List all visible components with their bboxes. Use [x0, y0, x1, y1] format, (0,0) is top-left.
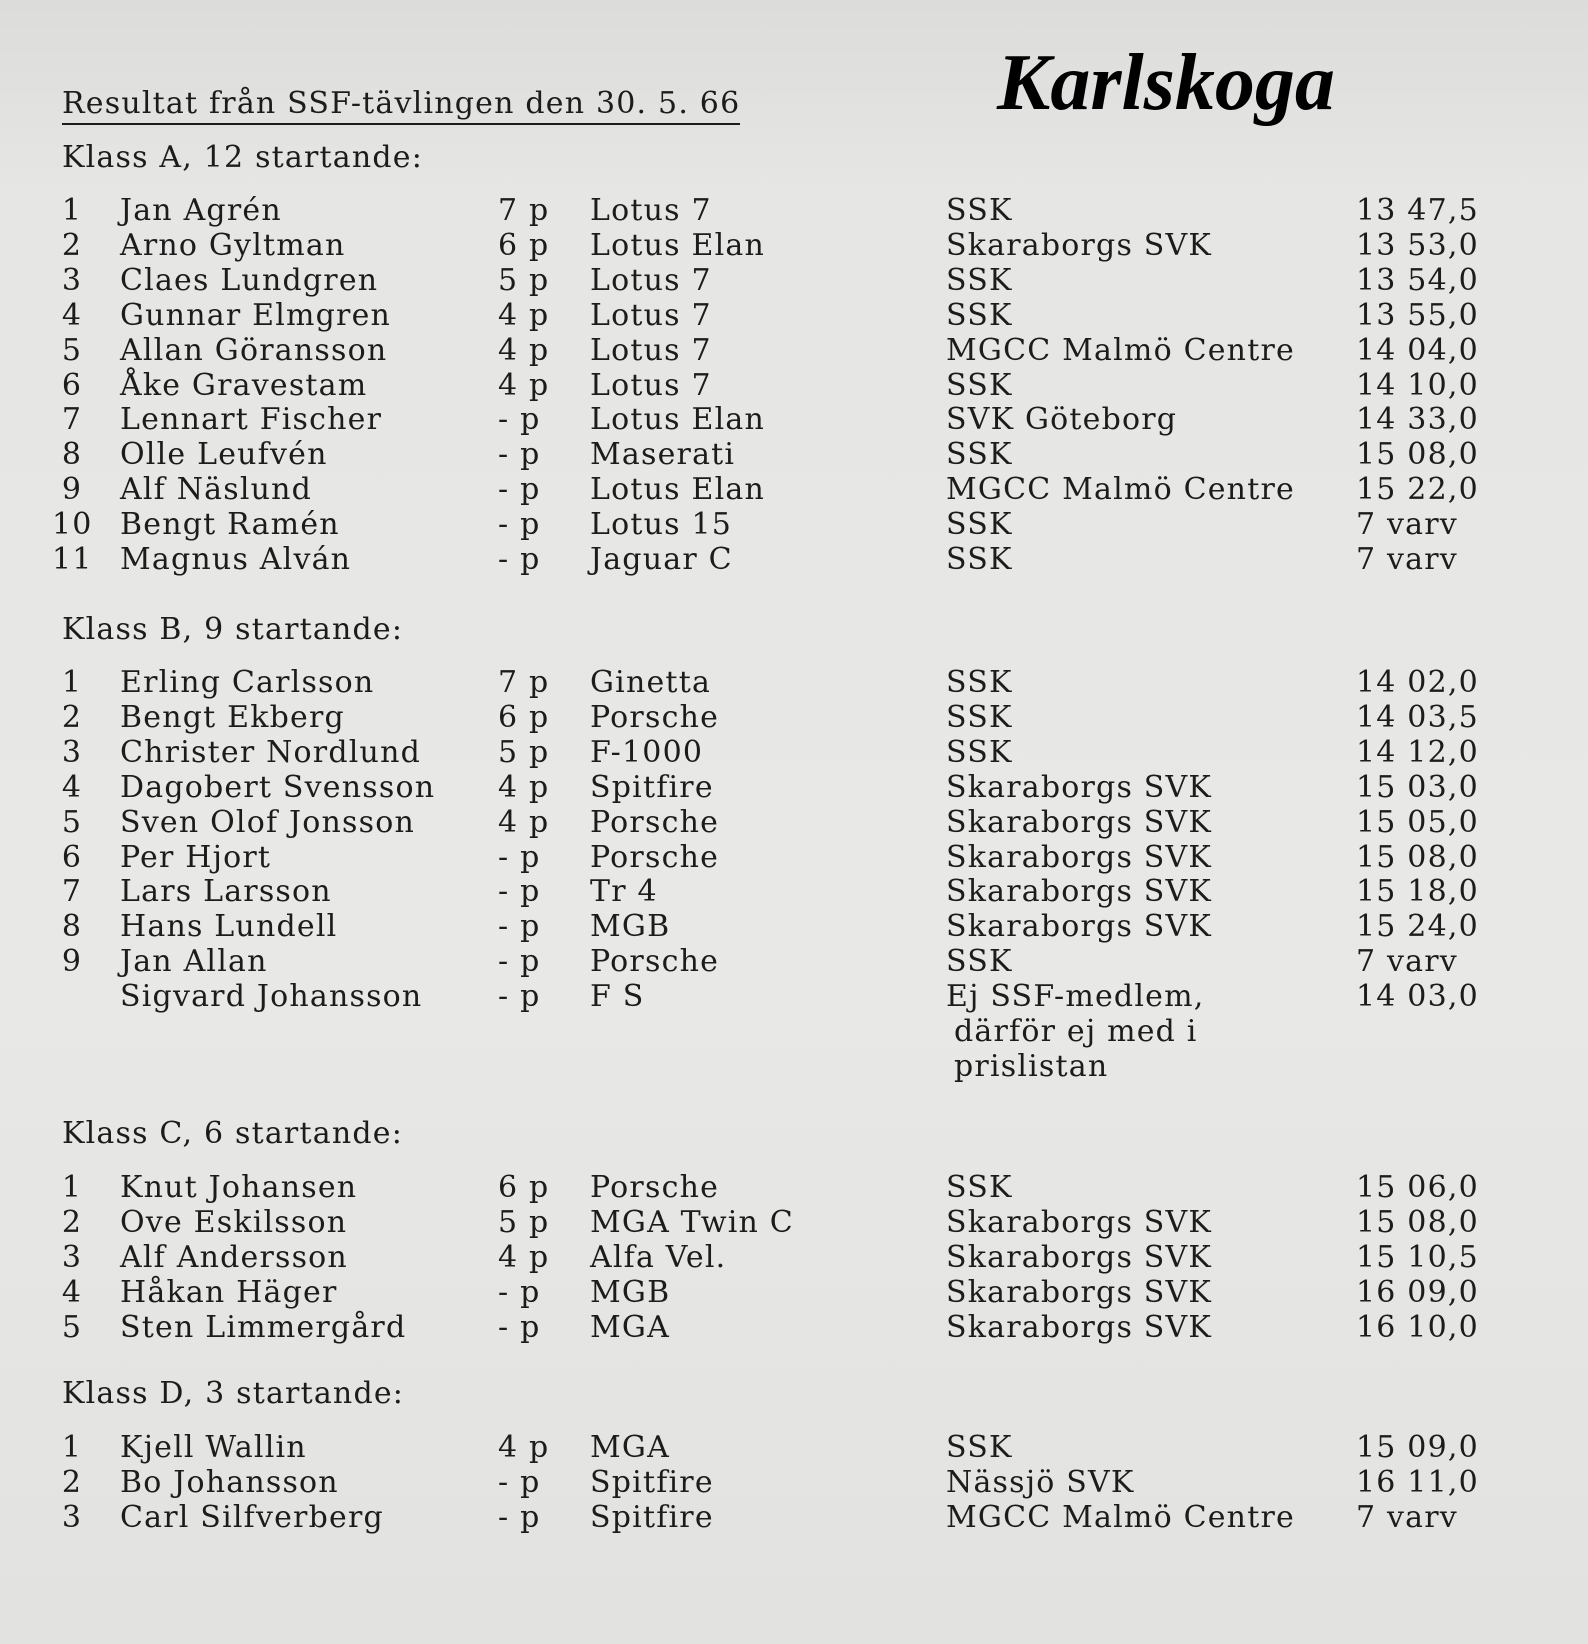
result-club: SSK: [946, 1170, 1013, 1205]
result-time: 15 06,0: [1356, 1170, 1479, 1205]
result-pos: 10: [52, 507, 93, 543]
result-club: Skaraborgs SVK: [946, 909, 1213, 945]
result-car: Lotus 7: [590, 367, 712, 403]
result-name: Hans Lundell: [120, 909, 338, 945]
result-car: Porsche: [590, 839, 720, 875]
result-club: SSK: [946, 367, 1013, 403]
result-club: MGCC Malmö Centre: [946, 472, 1295, 508]
result-row: [0, 228, 1588, 263]
result-name: Lars Larsson: [120, 874, 332, 910]
result-time: 7 varv: [1356, 507, 1458, 543]
result-time: 15 10,5: [1356, 1239, 1479, 1275]
result-car: Alfa Vel.: [590, 1239, 727, 1275]
result-pos: 4: [61, 1274, 83, 1310]
result-time: 14 03,5: [1356, 699, 1479, 735]
result-time: 15 18,0: [1356, 874, 1479, 910]
result-car: Tr 4: [590, 874, 658, 910]
result-club: SVK Göteborg: [946, 402, 1178, 438]
result-pos: 1: [61, 1430, 83, 1465]
result-name: Bengt Ekberg: [120, 699, 345, 735]
result-pos: 11: [52, 542, 93, 577]
result-pos: 4: [61, 769, 83, 805]
result-name: Magnus Alván: [120, 542, 352, 577]
result-name: Erling Carlsson: [120, 665, 375, 700]
result-club: MGCC Malmö Centre: [946, 1499, 1295, 1535]
result-car: MGB: [590, 1274, 671, 1310]
result-car: Spitfire: [590, 769, 714, 805]
result-name: Olle Leufvén: [120, 437, 328, 473]
result-row: [0, 507, 1588, 542]
result-pos: 6: [61, 839, 83, 875]
result-pos: 3: [61, 734, 83, 770]
result-pos: 9: [61, 944, 83, 980]
result-name: Kjell Wallin: [120, 1430, 307, 1465]
result-club: SSK: [946, 507, 1013, 543]
result-points: 7 p: [498, 193, 550, 228]
page-title: Karlskoga: [997, 39, 1335, 127]
result-points: 4 p: [498, 297, 550, 333]
result-car: Porsche: [590, 699, 720, 735]
result-car: Spitfire: [590, 1464, 714, 1500]
result-car: Lotus 7: [590, 262, 712, 298]
result-pos: 3: [61, 1499, 83, 1535]
result-car: Lotus Elan: [590, 402, 765, 438]
result-name: Jan Allan: [120, 944, 268, 980]
result-points: 5 p: [498, 1204, 550, 1240]
result-pos: 7: [61, 874, 83, 910]
result-name: Bo Johansson: [120, 1464, 339, 1500]
result-car: F-1000: [590, 734, 704, 770]
result-time: 13 54,0: [1356, 262, 1479, 298]
result-points: - p: [498, 507, 541, 543]
result-club: Skaraborgs SVK: [946, 804, 1213, 840]
result-time: 15 08,0: [1356, 1204, 1479, 1240]
result-time: 7 varv: [1356, 1499, 1458, 1535]
result-row: [0, 665, 1588, 700]
result-name: Bengt Ramén: [120, 507, 340, 543]
result-points: 7 p: [498, 665, 550, 700]
result-time: 7 varv: [1356, 944, 1458, 980]
result-pos: 2: [61, 699, 83, 735]
result-name: Sven Olof Jonsson: [120, 804, 415, 840]
result-pos: 5: [61, 1309, 83, 1345]
result-row: [0, 193, 1588, 228]
result-name: Åke Gravestam: [120, 367, 368, 403]
result-row: [0, 1500, 1588, 1535]
result-row: [0, 1465, 1588, 1500]
result-points: - p: [498, 979, 541, 1015]
result-points: - p: [498, 839, 541, 875]
result-car: Lotus Elan: [590, 472, 765, 508]
result-name: Arno Gyltman: [120, 227, 346, 263]
result-points: 6 p: [498, 227, 550, 263]
result-club: Skaraborgs SVK: [946, 769, 1213, 805]
result-club: Ej SSF-medlem,: [946, 979, 1205, 1015]
result-name: Lennart Fischer: [120, 402, 383, 438]
result-club: SSK: [946, 734, 1013, 770]
result-points: - p: [498, 542, 541, 577]
result-pos: 3: [61, 1239, 83, 1275]
result-row: [0, 472, 1588, 507]
result-row: [0, 1275, 1588, 1310]
result-time: 14 04,0: [1356, 332, 1479, 368]
class-heading: Klass B, 9 startande:: [62, 612, 404, 647]
result-row: [0, 770, 1588, 805]
result-points: 6 p: [498, 1170, 550, 1205]
result-points: 6 p: [498, 699, 550, 735]
result-club: Skaraborgs SVK: [946, 227, 1213, 263]
result-row: [0, 368, 1588, 403]
result-row: [0, 1205, 1588, 1240]
result-points: 5 p: [498, 734, 550, 770]
result-club: Skaraborgs SVK: [946, 1204, 1213, 1240]
result-time: 13 55,0: [1356, 297, 1479, 333]
result-club: SSK: [946, 193, 1013, 228]
result-points: 4 p: [498, 1430, 550, 1465]
result-points: - p: [498, 909, 541, 945]
result-points: - p: [498, 437, 541, 473]
result-row: [0, 874, 1588, 909]
result-points: - p: [498, 402, 541, 438]
result-pos: 3: [61, 262, 83, 298]
result-club: SSK: [946, 699, 1013, 735]
result-time: 15 03,0: [1356, 769, 1479, 805]
result-pos: 1: [61, 193, 83, 228]
result-row: [0, 437, 1588, 472]
result-row: [0, 1240, 1588, 1275]
result-pos: 9: [61, 472, 83, 508]
result-time: 14 02,0: [1356, 665, 1479, 700]
class-heading: Klass C, 6 startande:: [62, 1116, 404, 1151]
result-pos: 4: [61, 297, 83, 333]
result-row: [0, 1430, 1588, 1465]
result-row: [0, 333, 1588, 368]
result-name: Per Hjort: [120, 839, 272, 875]
result-club: SSK: [946, 944, 1013, 980]
result-name: Knut Johansen: [120, 1170, 358, 1205]
result-time: 15 09,0: [1356, 1430, 1479, 1465]
result-club: Skaraborgs SVK: [946, 874, 1213, 910]
result-points: 4 p: [498, 769, 550, 805]
result-time: 14 03,0: [1356, 979, 1479, 1015]
result-row: [0, 700, 1588, 735]
result-row: [0, 1310, 1588, 1345]
result-points: - p: [498, 1274, 541, 1310]
result-car: Ginetta: [590, 665, 712, 700]
result-car: F S: [590, 979, 645, 1015]
result-pos: 2: [61, 1464, 83, 1500]
result-pos: 7: [61, 402, 83, 438]
result-row: [0, 1170, 1588, 1205]
result-car: Jaguar C: [590, 542, 733, 577]
result-name: Sten Limmergård: [120, 1309, 407, 1345]
result-points: - p: [498, 944, 541, 980]
result-car: Spitfire: [590, 1499, 714, 1535]
result-points: 4 p: [498, 804, 550, 840]
result-points: - p: [498, 472, 541, 508]
result-points: 4 p: [498, 367, 550, 403]
result-time: 15 08,0: [1356, 437, 1479, 473]
result-time: 13 47,5: [1356, 193, 1479, 228]
result-car: MGA Twin C: [590, 1204, 794, 1240]
result-row: [0, 840, 1588, 875]
result-name: Sigvard Johansson: [120, 979, 423, 1015]
result-points: - p: [498, 874, 541, 910]
result-points: 5 p: [498, 262, 550, 298]
result-time: 16 10,0: [1356, 1309, 1479, 1345]
result-pos: 2: [61, 227, 83, 263]
result-club: Skaraborgs SVK: [946, 1309, 1213, 1345]
result-club: MGCC Malmö Centre: [946, 332, 1295, 368]
class-heading: Klass D, 3 startande:: [62, 1376, 405, 1411]
result-club: SSK: [946, 262, 1013, 298]
result-car: MGA: [590, 1430, 670, 1465]
result-pos: 8: [61, 909, 83, 945]
result-note: prislistan: [954, 1048, 1109, 1084]
result-car: Maserati: [590, 437, 736, 473]
result-pos: 8: [61, 437, 83, 473]
result-name: Håkan Häger: [120, 1274, 338, 1310]
result-row: [0, 263, 1588, 298]
result-club: SSK: [946, 297, 1013, 333]
result-row: [0, 944, 1588, 979]
result-time: 16 09,0: [1356, 1274, 1479, 1310]
result-time: 16 11,0: [1356, 1464, 1479, 1500]
result-points: - p: [498, 1499, 541, 1535]
result-points: 4 p: [498, 332, 550, 368]
result-time: 7 varv: [1356, 542, 1458, 577]
result-name: Alf Andersson: [120, 1239, 348, 1275]
result-club: SSK: [946, 1430, 1013, 1465]
class-heading: Klass A, 12 startande:: [62, 140, 424, 175]
result-name: Allan Göransson: [120, 332, 388, 368]
result-row: [0, 909, 1588, 944]
result-time: 15 22,0: [1356, 472, 1479, 508]
result-pos: 1: [61, 665, 83, 700]
result-name: Christer Nordlund: [120, 734, 421, 770]
result-points: - p: [498, 1464, 541, 1500]
result-pos: 5: [61, 804, 83, 840]
result-time: 15 24,0: [1356, 909, 1479, 945]
result-car: Porsche: [590, 944, 720, 980]
result-points: - p: [498, 1309, 541, 1345]
result-name: Ove Eskilsson: [120, 1204, 348, 1240]
result-car: Porsche: [590, 804, 720, 840]
result-time: 14 33,0: [1356, 402, 1479, 438]
result-club: Nässjö SVK: [946, 1464, 1135, 1500]
result-note: därför ej med i: [954, 1014, 1198, 1049]
result-row: [0, 298, 1588, 333]
result-car: Lotus 7: [590, 193, 712, 228]
result-pos: 1: [61, 1170, 83, 1205]
result-time: 14 10,0: [1356, 367, 1479, 403]
result-pos: 2: [61, 1204, 83, 1240]
result-name: Claes Lundgren: [120, 262, 379, 298]
result-row: [0, 542, 1588, 577]
result-time: 15 08,0: [1356, 839, 1479, 875]
result-car: Porsche: [590, 1170, 720, 1205]
result-time: 14 12,0: [1356, 734, 1479, 770]
result-name: Jan Agrén: [120, 193, 282, 228]
result-time: 13 53,0: [1356, 227, 1479, 263]
result-time: 15 05,0: [1356, 804, 1479, 840]
result-car: MGB: [590, 909, 671, 945]
result-name: Alf Näslund: [120, 472, 313, 508]
result-pos: 5: [61, 332, 83, 368]
result-car: MGA: [590, 1309, 670, 1345]
result-row: [0, 979, 1588, 1014]
result-club: SSK: [946, 542, 1013, 577]
result-row: [0, 805, 1588, 840]
result-club: SSK: [946, 437, 1013, 473]
result-name: Dagobert Svensson: [120, 769, 436, 805]
result-pos: 6: [61, 367, 83, 403]
result-car: Lotus Elan: [590, 227, 765, 263]
result-club: SSK: [946, 665, 1013, 700]
result-name: Carl Silfverberg: [120, 1499, 384, 1535]
result-points: 4 p: [498, 1239, 550, 1275]
result-club: Skaraborgs SVK: [946, 839, 1213, 875]
result-row: [0, 735, 1588, 770]
result-car: Lotus 7: [590, 297, 712, 333]
result-car: Lotus 7: [590, 332, 712, 368]
result-club: Skaraborgs SVK: [946, 1274, 1213, 1310]
result-club: Skaraborgs SVK: [946, 1239, 1213, 1275]
page-subtitle: Resultat från SSF-tävlingen den 30. 5. 66: [62, 86, 740, 125]
result-name: Gunnar Elmgren: [120, 297, 392, 333]
result-row: [0, 402, 1588, 437]
result-car: Lotus 15: [590, 507, 733, 543]
